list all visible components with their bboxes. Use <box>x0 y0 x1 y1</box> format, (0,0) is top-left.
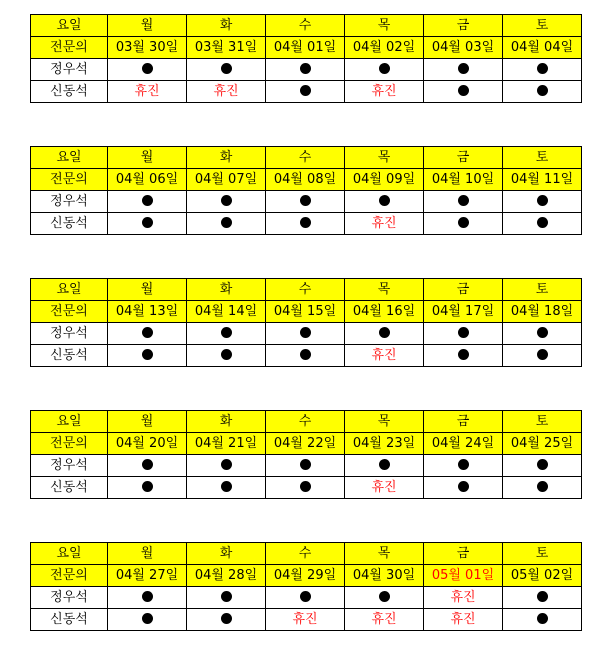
weekday-header-row <box>31 279 582 301</box>
available-dot-icon <box>142 349 153 360</box>
doctor-name: 정우석 <box>31 455 108 477</box>
available-dot-icon <box>458 349 469 360</box>
available-cell <box>345 323 424 345</box>
date-cell: 04월 16일 <box>345 301 424 323</box>
weekday-header-row <box>31 411 582 433</box>
available-cell <box>424 81 503 103</box>
doctor-name: 정우석 <box>31 191 108 213</box>
weekday-cell: 화 <box>187 543 266 565</box>
date-cell: 04월 27일 <box>108 565 187 587</box>
weekday-cell: 금 <box>424 543 503 565</box>
doctor-name: 정우석 <box>31 587 108 609</box>
doctor-row-shin <box>31 81 582 103</box>
weekday-cell: 금 <box>424 279 503 301</box>
available-dot-icon <box>221 613 232 624</box>
doctor-name: 신동석 <box>31 477 108 499</box>
specialist-label: 전문의 <box>31 169 108 191</box>
weekday-cell: 월 <box>108 543 187 565</box>
available-cell <box>266 213 345 235</box>
date-cell: 03월 31일 <box>187 37 266 59</box>
available-dot-icon <box>300 349 311 360</box>
day-label: 요일 <box>31 15 108 37</box>
available-cell <box>424 213 503 235</box>
available-cell <box>108 477 187 499</box>
available-cell <box>503 81 582 103</box>
date-row <box>31 169 582 191</box>
weekday-cell: 화 <box>187 411 266 433</box>
available-dot-icon <box>537 613 548 624</box>
doctor-name: 정우석 <box>31 59 108 81</box>
day-label: 요일 <box>31 147 108 169</box>
available-dot-icon <box>458 459 469 470</box>
date-cell: 04월 18일 <box>503 301 582 323</box>
available-cell <box>108 587 187 609</box>
available-dot-icon <box>458 85 469 96</box>
available-cell <box>187 345 266 367</box>
date-cell: 05월 01일 <box>424 565 503 587</box>
date-cell: 04월 30일 <box>345 565 424 587</box>
available-cell <box>424 477 503 499</box>
doctor-row-jung <box>31 191 582 213</box>
weekday-cell: 수 <box>266 411 345 433</box>
available-cell <box>503 609 582 631</box>
weekday-header-row <box>31 543 582 565</box>
weekday-cell: 화 <box>187 15 266 37</box>
closed-cell: 휴진 <box>108 81 187 103</box>
available-cell <box>503 191 582 213</box>
available-cell <box>266 323 345 345</box>
available-dot-icon <box>537 217 548 228</box>
available-dot-icon <box>379 63 390 74</box>
day-label: 요일 <box>31 543 108 565</box>
available-dot-icon <box>221 327 232 338</box>
date-cell: 05월 02일 <box>503 565 582 587</box>
available-cell <box>108 345 187 367</box>
available-cell <box>345 455 424 477</box>
available-dot-icon <box>221 481 232 492</box>
date-row <box>31 301 582 323</box>
available-cell <box>503 455 582 477</box>
available-dot-icon <box>537 481 548 492</box>
available-cell <box>187 455 266 477</box>
doctor-name: 신동석 <box>31 609 108 631</box>
weekday-cell: 목 <box>345 15 424 37</box>
weekday-cell: 월 <box>108 15 187 37</box>
available-dot-icon <box>458 63 469 74</box>
date-cell: 04월 06일 <box>108 169 187 191</box>
available-cell <box>108 213 187 235</box>
available-dot-icon <box>142 481 153 492</box>
available-cell <box>187 213 266 235</box>
closed-cell: 휴진 <box>266 609 345 631</box>
available-cell <box>187 587 266 609</box>
weekday-cell: 수 <box>266 15 345 37</box>
available-cell <box>503 477 582 499</box>
weekday-cell: 토 <box>503 543 582 565</box>
available-dot-icon <box>221 459 232 470</box>
doctor-row-jung <box>31 455 582 477</box>
available-cell <box>345 59 424 81</box>
available-dot-icon <box>300 481 311 492</box>
available-cell <box>266 59 345 81</box>
available-cell <box>108 191 187 213</box>
date-cell: 04월 29일 <box>266 565 345 587</box>
available-dot-icon <box>537 591 548 602</box>
available-cell <box>108 609 187 631</box>
available-dot-icon <box>142 613 153 624</box>
doctor-name: 신동석 <box>31 213 108 235</box>
available-dot-icon <box>379 591 390 602</box>
date-cell: 04월 07일 <box>187 169 266 191</box>
doctor-row-jung <box>31 323 582 345</box>
week-table-2 <box>30 146 582 235</box>
date-cell: 04월 03일 <box>424 37 503 59</box>
closed-cell: 휴진 <box>424 587 503 609</box>
available-cell <box>108 323 187 345</box>
weekday-header-row <box>31 15 582 37</box>
available-cell <box>187 59 266 81</box>
date-cell: 04월 24일 <box>424 433 503 455</box>
weekday-cell: 화 <box>187 279 266 301</box>
date-cell: 03월 30일 <box>108 37 187 59</box>
available-dot-icon <box>379 327 390 338</box>
available-dot-icon <box>142 63 153 74</box>
available-dot-icon <box>300 327 311 338</box>
closed-cell: 휴진 <box>187 81 266 103</box>
weekday-cell: 금 <box>424 411 503 433</box>
weekday-cell: 수 <box>266 279 345 301</box>
available-dot-icon <box>300 591 311 602</box>
doctor-row-shin <box>31 477 582 499</box>
available-dot-icon <box>142 327 153 338</box>
available-dot-icon <box>458 217 469 228</box>
day-label: 요일 <box>31 279 108 301</box>
weekday-cell: 목 <box>345 543 424 565</box>
date-cell: 04월 09일 <box>345 169 424 191</box>
available-dot-icon <box>300 217 311 228</box>
doctor-row-shin <box>31 213 582 235</box>
weekday-cell: 토 <box>503 147 582 169</box>
available-cell <box>424 191 503 213</box>
date-cell: 04월 08일 <box>266 169 345 191</box>
date-cell: 04월 14일 <box>187 301 266 323</box>
date-row <box>31 433 582 455</box>
doctor-name: 정우석 <box>31 323 108 345</box>
available-dot-icon <box>142 217 153 228</box>
available-dot-icon <box>537 63 548 74</box>
available-dot-icon <box>221 349 232 360</box>
closed-cell: 휴진 <box>345 345 424 367</box>
weekday-cell: 금 <box>424 147 503 169</box>
available-dot-icon <box>221 217 232 228</box>
available-cell <box>108 59 187 81</box>
available-cell <box>187 191 266 213</box>
available-dot-icon <box>142 459 153 470</box>
available-dot-icon <box>221 195 232 206</box>
closed-cell: 휴진 <box>345 213 424 235</box>
available-dot-icon <box>142 195 153 206</box>
weekday-cell: 월 <box>108 411 187 433</box>
available-dot-icon <box>537 349 548 360</box>
available-dot-icon <box>537 459 548 470</box>
available-cell <box>503 59 582 81</box>
available-cell <box>187 609 266 631</box>
available-dot-icon <box>379 195 390 206</box>
date-cell: 04월 20일 <box>108 433 187 455</box>
week-table-3 <box>30 278 582 367</box>
date-cell: 04월 22일 <box>266 433 345 455</box>
available-cell <box>503 213 582 235</box>
available-cell <box>345 587 424 609</box>
specialist-label: 전문의 <box>31 433 108 455</box>
available-dot-icon <box>221 591 232 602</box>
week-table-5 <box>30 542 582 631</box>
day-label: 요일 <box>31 411 108 433</box>
available-cell <box>503 323 582 345</box>
available-dot-icon <box>537 327 548 338</box>
available-cell <box>187 477 266 499</box>
available-dot-icon <box>379 459 390 470</box>
specialist-label: 전문의 <box>31 565 108 587</box>
available-cell <box>266 191 345 213</box>
weekday-cell: 토 <box>503 279 582 301</box>
available-dot-icon <box>458 195 469 206</box>
available-cell <box>503 587 582 609</box>
available-cell <box>345 191 424 213</box>
weekday-cell: 토 <box>503 411 582 433</box>
weekday-header-row <box>31 147 582 169</box>
date-cell: 04월 28일 <box>187 565 266 587</box>
date-cell: 04월 23일 <box>345 433 424 455</box>
date-row <box>31 565 582 587</box>
date-cell: 04월 21일 <box>187 433 266 455</box>
weekday-cell: 수 <box>266 147 345 169</box>
available-dot-icon <box>300 85 311 96</box>
specialist-label: 전문의 <box>31 301 108 323</box>
weekday-cell: 목 <box>345 147 424 169</box>
closed-cell: 휴진 <box>345 81 424 103</box>
available-cell <box>266 81 345 103</box>
doctor-row-jung <box>31 587 582 609</box>
weekday-cell: 수 <box>266 543 345 565</box>
available-dot-icon <box>458 327 469 338</box>
doctor-name: 신동석 <box>31 81 108 103</box>
date-cell: 04월 17일 <box>424 301 503 323</box>
date-cell: 04월 10일 <box>424 169 503 191</box>
week-table-4 <box>30 410 582 499</box>
weekday-cell: 월 <box>108 147 187 169</box>
date-cell: 04월 02일 <box>345 37 424 59</box>
available-cell <box>424 345 503 367</box>
available-cell <box>424 455 503 477</box>
available-cell <box>424 323 503 345</box>
weekday-cell: 금 <box>424 15 503 37</box>
date-cell: 04월 11일 <box>503 169 582 191</box>
date-cell: 04월 15일 <box>266 301 345 323</box>
available-dot-icon <box>300 63 311 74</box>
available-cell <box>187 323 266 345</box>
available-dot-icon <box>142 591 153 602</box>
closed-cell: 휴진 <box>424 609 503 631</box>
doctor-row-shin <box>31 345 582 367</box>
available-dot-icon <box>537 195 548 206</box>
available-cell <box>266 587 345 609</box>
doctor-row-shin <box>31 609 582 631</box>
weekday-cell: 목 <box>345 279 424 301</box>
available-dot-icon <box>300 195 311 206</box>
closed-cell: 휴진 <box>345 477 424 499</box>
date-cell: 04월 13일 <box>108 301 187 323</box>
date-cell: 04월 04일 <box>503 37 582 59</box>
available-dot-icon <box>221 63 232 74</box>
available-cell <box>424 59 503 81</box>
weekday-cell: 화 <box>187 147 266 169</box>
available-cell <box>266 477 345 499</box>
weekday-cell: 월 <box>108 279 187 301</box>
available-cell <box>503 345 582 367</box>
available-cell <box>108 455 187 477</box>
weekday-cell: 목 <box>345 411 424 433</box>
closed-cell: 휴진 <box>345 609 424 631</box>
weekday-cell: 토 <box>503 15 582 37</box>
available-dot-icon <box>537 85 548 96</box>
available-cell <box>266 455 345 477</box>
available-dot-icon <box>300 459 311 470</box>
date-cell: 04월 01일 <box>266 37 345 59</box>
doctor-name: 신동석 <box>31 345 108 367</box>
week-table-1 <box>30 14 582 103</box>
doctor-row-jung <box>31 59 582 81</box>
date-row <box>31 37 582 59</box>
date-cell: 04월 25일 <box>503 433 582 455</box>
available-dot-icon <box>458 481 469 492</box>
available-cell <box>266 345 345 367</box>
specialist-label: 전문의 <box>31 37 108 59</box>
